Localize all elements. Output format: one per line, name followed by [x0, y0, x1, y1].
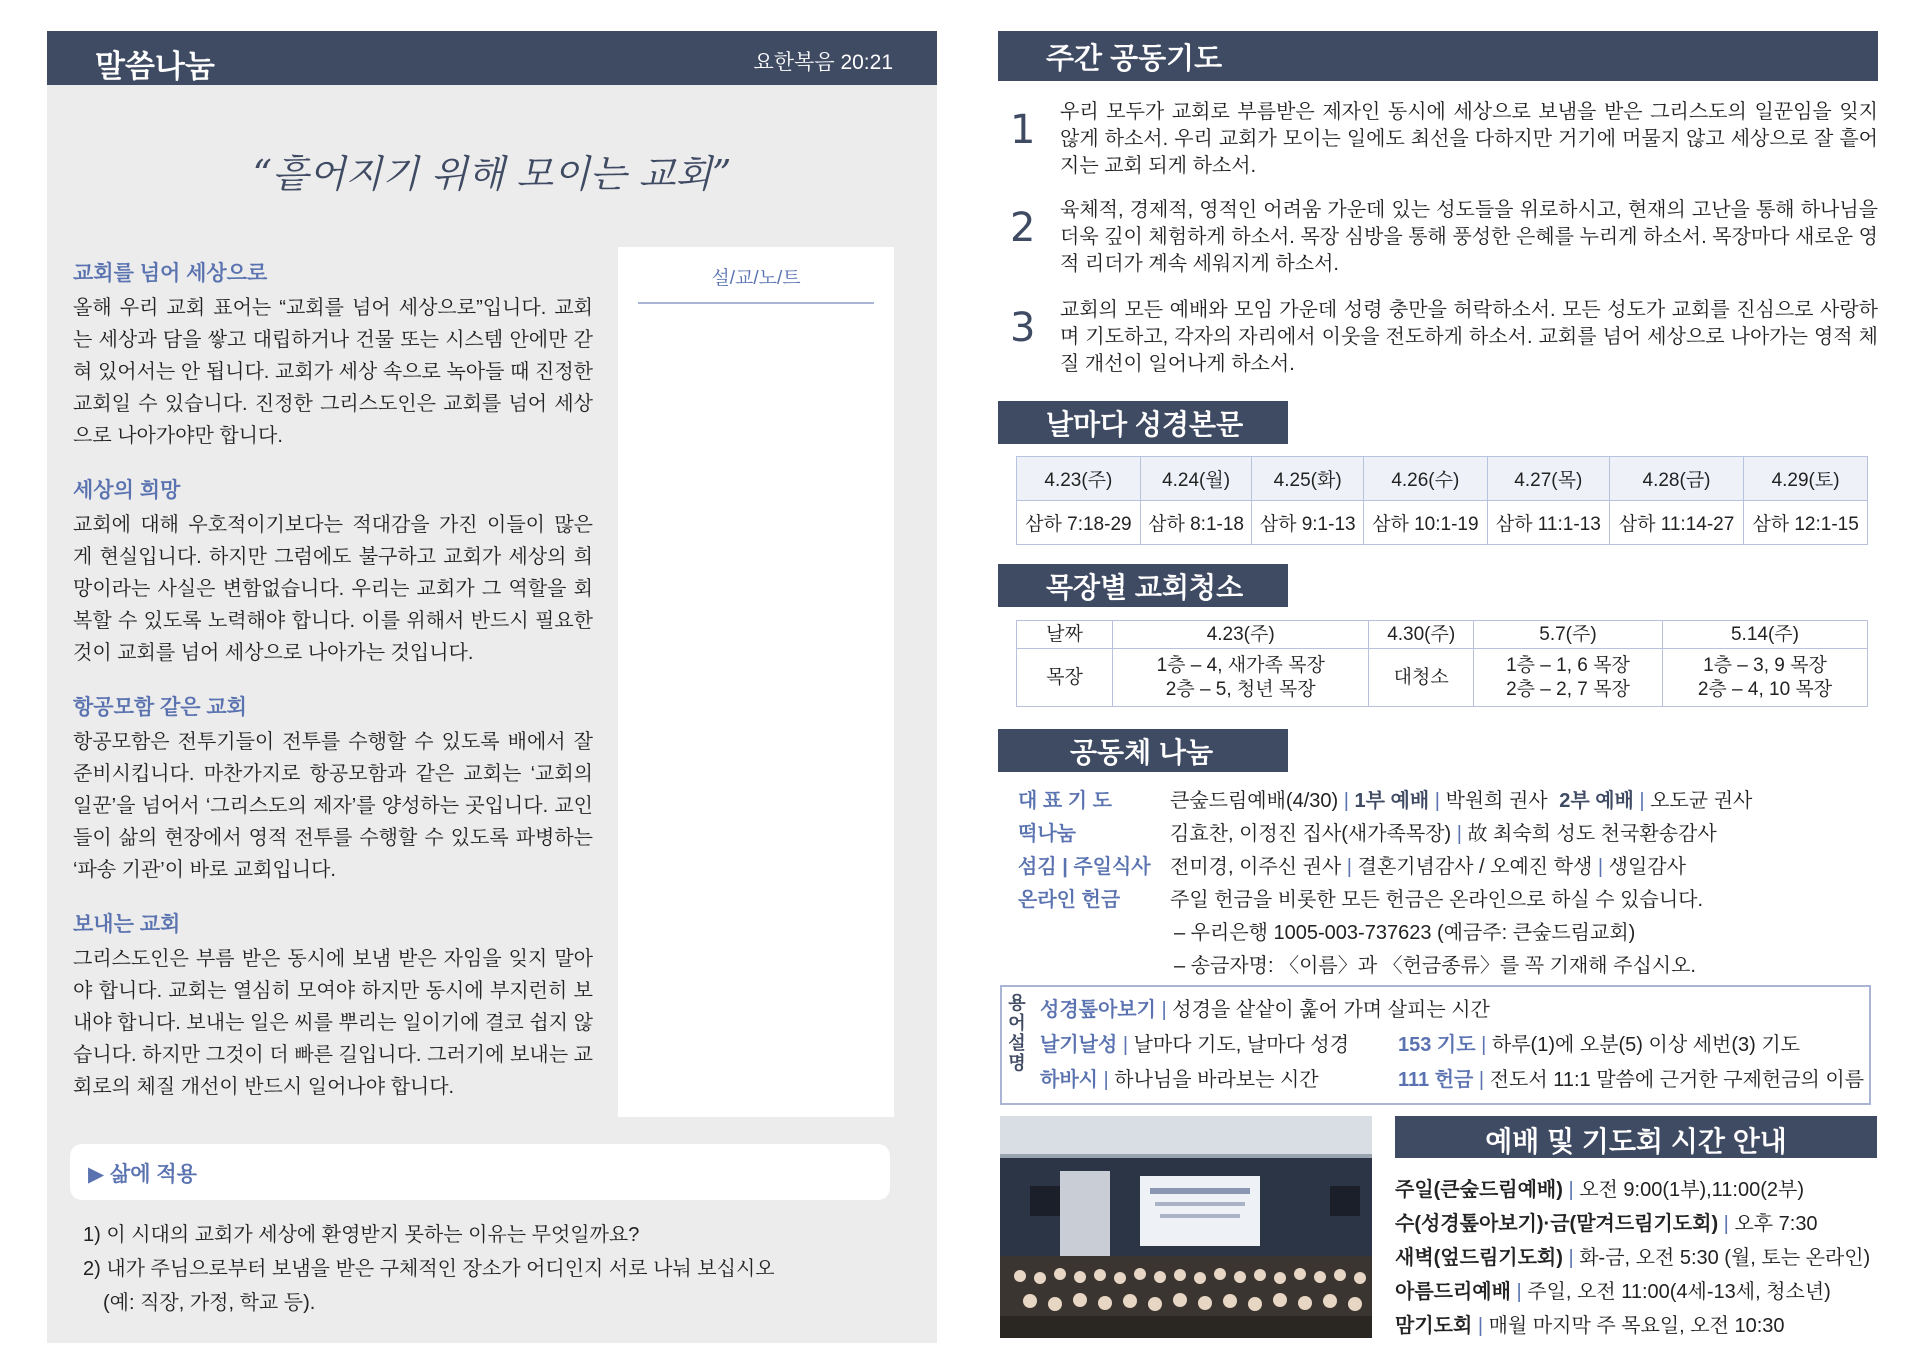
section-title: 항공모함 같은 교회	[73, 696, 247, 719]
service-time: 화-금, 오전 5:30 (월, 토는 온라인)	[1579, 1247, 1871, 1269]
service-time: 매월 마지막 주 목요일, 오전 10:30	[1488, 1315, 1785, 1337]
daily-bible-header: 날마다 성경본문	[998, 401, 1288, 444]
divider: |	[1478, 1069, 1485, 1091]
table-row	[1017, 501, 1868, 545]
glossary-row	[1040, 1063, 1319, 1092]
table-row	[1017, 649, 1868, 707]
service-row	[1395, 1241, 1870, 1270]
service-time: 오후 7:30	[1734, 1213, 1818, 1235]
apply-to-life-label: ▶ 삶에 적용	[88, 1163, 197, 1186]
divider: |	[1161, 999, 1167, 1021]
comm-value: 주일 헌금을 비롯한 모든 헌금은 온라인으로 하실 수 있습니다.	[1170, 889, 1704, 911]
service-row	[1395, 1275, 1831, 1304]
glossary-side-label: 용어설명	[1008, 993, 1026, 1073]
table-cell-date: 5.14(주)	[1662, 621, 1867, 649]
glossary-row	[1040, 993, 1490, 1022]
table-cell-team	[1369, 649, 1474, 707]
table-cell-date: 4.23(주)	[1017, 457, 1141, 501]
glossary-def: 하루(1)에 오분(5) 이상 세번(3) 기도	[1491, 1034, 1800, 1056]
section-title: 교회를 넘어 세상으로	[73, 262, 268, 285]
team-line: 1층 – 4, 새가족 목장	[1156, 654, 1325, 676]
glossary-def: 성경을 샅샅이 훑어 가며 살피는 시간	[1172, 999, 1490, 1021]
service-name: 맘기도회	[1395, 1315, 1473, 1337]
community-header: 공동체 나눔	[998, 729, 1288, 772]
table-cell-date: 4.23(주)	[1113, 621, 1369, 649]
table-row	[1017, 457, 1868, 501]
prayer-number: 1	[1010, 107, 1036, 153]
divider: |	[1122, 1034, 1129, 1056]
comm-row-online-offering	[1018, 883, 1878, 978]
table-cell-passage: 삼하 9:1-13	[1252, 501, 1364, 545]
service-name: 수(성경톺아보기)·금(맡겨드림기도회)	[1395, 1213, 1719, 1235]
glossary-term: 성경톺아보기	[1040, 999, 1156, 1021]
glossary-box	[1000, 985, 1871, 1105]
section-aircraft-carrier	[73, 691, 593, 886]
section-sending-church	[73, 908, 593, 1103]
table-cell-label: 날짜	[1017, 621, 1113, 649]
divider: |	[1343, 790, 1349, 812]
comm-key: 섬김 | 주일식사	[1018, 856, 1151, 878]
divider: |	[1477, 1315, 1484, 1337]
service-time: 주일, 오전 11:00(4세-13세, 청소년)	[1527, 1281, 1831, 1303]
sermon-scripture-ref: 요한복음 20:21	[753, 51, 893, 74]
team-line: 대청소	[1393, 666, 1449, 688]
section-beyond-church	[73, 257, 593, 452]
table-cell-team	[1473, 649, 1662, 707]
service-time: 오전 9:00(1부),11:00(2부)	[1579, 1179, 1804, 1201]
comm-key: 대 표 기 도	[1018, 790, 1112, 812]
comm-highlight: 1부 예배	[1354, 790, 1430, 812]
table-cell-date: 4.28(금)	[1609, 457, 1743, 501]
comm-value	[1170, 784, 1752, 813]
glossary-def: 하나님을 바라보는 시간	[1114, 1069, 1319, 1091]
team-line: 1층 – 3, 9 목장	[1703, 654, 1827, 676]
comm-remitter-note: – 송금자명: 〈이름〉과 〈헌금종류〉를 꼭 기재해 주십시오.	[1174, 955, 1696, 977]
table-cell-passage: 삼하 8:1-18	[1140, 501, 1252, 545]
service-row	[1395, 1173, 1804, 1202]
glossary-row	[1398, 1028, 1800, 1057]
table-cell-passage: 삼하 12:1-15	[1744, 501, 1868, 545]
comm-highlight: 2부 예배	[1559, 790, 1634, 812]
service-times-header: 예배 및 기도회 시간 안내	[1395, 1116, 1877, 1158]
divider: |	[1516, 1281, 1522, 1303]
glossary-row	[1040, 1028, 1349, 1057]
divider: |	[1456, 823, 1462, 845]
table-cell-date: 4.25(화)	[1252, 457, 1364, 501]
apply-to-life-box	[70, 1144, 890, 1200]
table-cell-team	[1662, 649, 1867, 707]
section-title: 세상의 희망	[73, 479, 181, 502]
comm-text: 김효찬, 이정진 집사(새가족목장)	[1170, 823, 1452, 845]
comm-text: 결혼기념감사	[1357, 856, 1474, 878]
table-cell-date: 4.24(월)	[1140, 457, 1252, 501]
table-cell-date: 4.30(주)	[1369, 621, 1474, 649]
table-cell-date: 5.7(주)	[1473, 621, 1662, 649]
divider: |	[1434, 790, 1440, 812]
sermon-header	[47, 31, 937, 85]
comm-text: 큰숲드림예배(4/30)	[1170, 790, 1339, 812]
divider: |	[1568, 1247, 1574, 1269]
service-name: 새벽(엎드림기도회)	[1395, 1247, 1563, 1269]
prayer-text: 교회의 모든 예배와 모임 가운데 성령 충만을 허락하소서. 모든 성도가 교회를 진심으로 사랑하며 기도하고, 각자의 자리에서 이웃을 전도하게 하소서. 교회를 넘어 세상으로 나아가는 영적 체질 개선이 일어나게 하소서.	[1060, 299, 1878, 375]
glossary-def: 날마다 기도, 날마다 성경	[1133, 1034, 1350, 1056]
comm-text: 전미경, 이주신 권사	[1170, 856, 1342, 878]
section-title: 보내는 교회	[73, 913, 181, 936]
glossary-row	[1398, 1063, 1864, 1092]
sermon-notes-box[interactable]	[618, 247, 894, 1117]
comm-value	[1170, 817, 1717, 846]
glossary-term: 하바시	[1040, 1069, 1098, 1091]
divider: |	[1568, 1179, 1574, 1201]
prayer-number: 3	[1010, 305, 1036, 351]
photo-illustration	[1000, 1116, 1372, 1338]
comm-text: 오도균 권사	[1650, 790, 1753, 812]
section-body: 항공모함은 전투기들이 전투를 수행할 수 있도록 배에서 잘 준비시킵니다. 마찬가지로 항공모함과 같은 교회는 ‘교회의 일꾼’을 넘어서 ‘그리스도의 제자’를 양성하는 곳입니다. 교인들이 삶의 현장에서 영적 전투를 수행할 수 있도록 파병하는 ‘파송 기관’이 바로 교회입니다.	[73, 731, 593, 881]
comm-row-prayer	[1018, 784, 1878, 812]
table-cell-passage: 삼하 11:14-27	[1609, 501, 1743, 545]
team-line: 2층 – 2, 7 목장	[1506, 678, 1630, 700]
comm-text: 생일감사	[1608, 856, 1686, 878]
glossary-term: 153 기도	[1398, 1034, 1476, 1056]
question-1: 1) 이 시대의 교회가 세상에 환영받지 못하는 이유는 무엇일까요?	[83, 1224, 640, 1246]
glossary-def: 전도서 11:1 말씀에 근거한 구제헌금의 이름	[1489, 1069, 1865, 1091]
table-cell-date: 4.27(목)	[1487, 457, 1609, 501]
sermon-quote-title: “흩어지기 위해 모이는 교회”	[252, 152, 732, 196]
divider: |	[1103, 1069, 1109, 1091]
divider: |	[1597, 856, 1604, 878]
prayer-text: 우리 모두가 교회로 부름받은 제자인 동시에 세상으로 보냄을 받은 그리스도의 일꾼임을 잊지 않게 하소서. 우리 교회가 모이는 일에도 최선을 다하지만 거기에 머물지 않고 세상으로 잘 흩어지는 교회 되게 하소서.	[1060, 101, 1878, 177]
table-cell-label: 목장	[1017, 649, 1113, 707]
cleaning-header: 목장별 교회청소	[998, 564, 1288, 607]
comm-key: 온라인 헌금	[1018, 889, 1121, 911]
section-body: 그리스도인은 부름 받은 동시에 보냄 받은 자임을 잊지 말아야 합니다. 교회는 열심히 모여야 하지만 동시에 부지런히 보내야 합니다. 보내는 일은 씨를 뿌리는 일이기에 결코 쉽지 않습니다. 하지만 그것이 더 빠른 길입니다. 그러기에 보내는 교회로의 체질 개선이 반드시 일어나야 합니다.	[73, 948, 593, 1098]
sermon-sharing-page	[47, 31, 937, 1343]
comm-row-rice-cake	[1018, 817, 1878, 845]
divider: |	[1481, 1034, 1487, 1056]
congregation-photo	[1000, 1116, 1372, 1338]
table-row	[1017, 621, 1868, 649]
table-cell-date: 4.26(수)	[1363, 457, 1487, 501]
table-cell-passage: 삼하 11:1-13	[1487, 501, 1609, 545]
prayer-text: 육체적, 경제적, 영적인 어려움 가운데 있는 성도들을 위로하시고, 현재의 고난을 통해 하나님을 더욱 깊이 체험하게 하소서. 목장 심방을 통해 풍성한 은혜를 누리게 하소서. 목장마다 새로운 영적 리더가 계속 세워지게 하소서.	[1060, 199, 1878, 275]
prayer-header: 주간 공동기도	[998, 31, 1878, 81]
table-cell-passage: 삼하 7:18-29	[1017, 501, 1141, 545]
prayer-number: 2	[1010, 205, 1036, 251]
team-line: 2층 – 5, 청년 목장	[1165, 678, 1316, 700]
comm-text: 오예진 학생	[1490, 856, 1593, 878]
cleaning-table	[1016, 620, 1868, 707]
section-body: 교회에 대해 우호적이기보다는 적대감을 가진 이들이 많은 게 현실입니다. 하지만 그럼에도 불구하고 교회가 세상의 희망이라는 사실은 변함없습니다. 우리는 교회가 그 역할을 회복할 수 있도록 노력해야 합니다. 이를 위해서 반드시 필요한 것이 교회를 넘어 세상으로 나아가는 것입니다.	[73, 514, 593, 664]
comm-row-serving	[1018, 850, 1878, 878]
section-world-hope	[73, 474, 593, 669]
comm-text: 박원희 권사	[1445, 790, 1548, 812]
glossary-term: 날기날성	[1040, 1034, 1118, 1056]
table-cell-date: 4.29(토)	[1744, 457, 1868, 501]
team-line: 2층 – 4, 10 목장	[1697, 678, 1833, 700]
question-2: 2) 내가 주님으로부터 보냄을 받은 구체적인 장소가 어디인지 서로 나눠 보십시오	[83, 1258, 775, 1280]
divider: |	[1723, 1213, 1729, 1235]
sermon-header-title: 말씀나눔	[95, 49, 215, 84]
divider: |	[1346, 856, 1352, 878]
section-body: 올해 우리 교회 표어는 “교회를 넘어 세상으로”입니다. 교회는 세상과 담을 쌓고 대립하거나 건물 또는 시스템 안에만 갇혀 있어서는 안 됩니다. 교회가 세상 속으로 녹아들 때 진정한 교회일 수 있습니다. 진정한 그리스도인은 교회를 넘어 세상으로 나아가야만 합니다.	[73, 297, 593, 447]
service-row	[1395, 1207, 1818, 1236]
daily-bible-table	[1016, 456, 1868, 545]
team-line: 1층 – 1, 6 목장	[1506, 654, 1630, 676]
service-row	[1395, 1309, 1785, 1338]
divider: |	[1639, 790, 1645, 812]
comm-value: 전미경, 이주신 권사 | 결혼기념감사 / 오예진 학생 | 생일감사	[1170, 856, 1686, 878]
sermon-notes-label: 설/교/노/트	[638, 263, 874, 304]
comm-bank-account: – 우리은행 1005-003-737623 (예금주: 큰숲드림교회)	[1174, 922, 1636, 944]
table-cell-passage: 삼하 10:1-19	[1363, 501, 1487, 545]
table-cell-team	[1113, 649, 1369, 707]
service-name: 아름드리예배	[1395, 1281, 1511, 1303]
question-2-example: (예: 직장, 가정, 학교 등).	[103, 1292, 316, 1314]
glossary-term: 111 헌금	[1398, 1069, 1474, 1091]
comm-key: 떡나눔	[1018, 823, 1076, 845]
comm-text: 故 최숙희 성도 천국환송감사	[1467, 823, 1717, 845]
service-name: 주일(큰숲드림예배)	[1395, 1179, 1563, 1201]
